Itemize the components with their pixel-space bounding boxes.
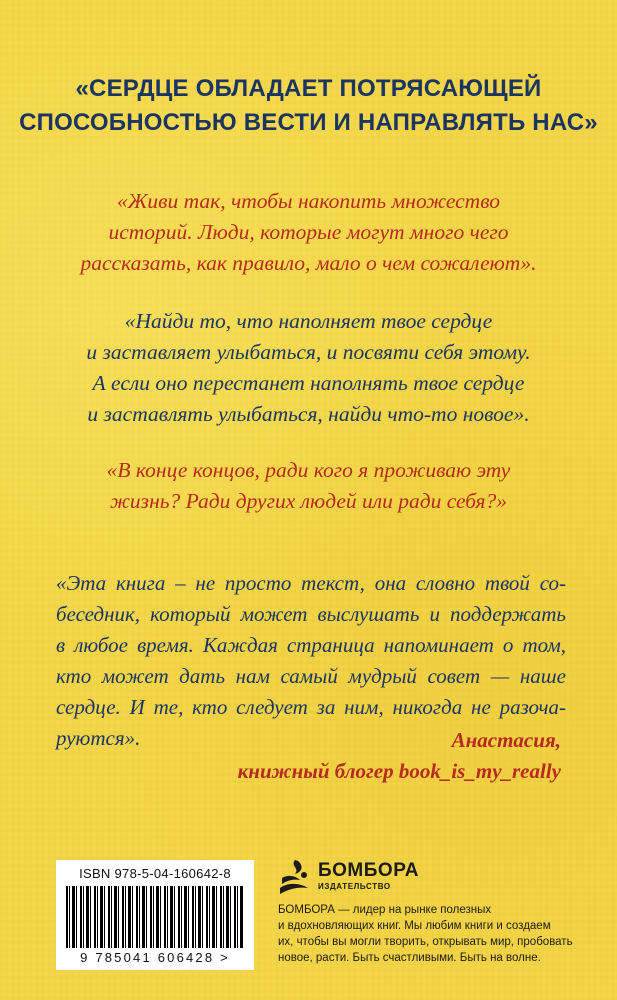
quote-1 (40, 186, 577, 279)
review-author (238, 725, 561, 787)
headline-line: СПОСОБНОСТЬЮ ВЕСТИ И НАПРАВЛЯТЬ НАС» (19, 109, 598, 136)
author-name: Анастасия, (451, 728, 561, 752)
ean-number: 9 785041 606428 > (80, 950, 230, 965)
review-line: «Эта книга – не просто текст, она словно твой со- (56, 571, 566, 595)
review-line: беседник, который может выслушать и поддержать (56, 602, 566, 626)
review-line: в любое время. Каждая страница напоминает о том, (56, 633, 566, 657)
quote-line: «Живи так, чтобы накопить множество (116, 189, 501, 213)
headline-line: «СЕРДЦЕ ОБЛАДАЕТ ПОТРЯСАЮЩЕЙ (75, 75, 542, 102)
author-role: книжный блогер book_is_my_really (237, 759, 561, 783)
review-line: кто может дать нам самый мудрый совет — наше (56, 664, 566, 688)
publisher-line: и вдохновляющих книг. Мы любим книги и создаем (278, 920, 551, 932)
quote-line: «Найди то, что наполняет твое сердце (124, 309, 493, 333)
review-line: руются». (56, 726, 141, 750)
quote-line: и заставляет улыбаться, и посвяти себя этому. (86, 340, 531, 364)
isbn-number: ISBN 978-5-04-160642-8 (79, 866, 231, 881)
publisher-description (278, 902, 578, 966)
quote-3 (40, 455, 577, 517)
barcode-bars (66, 886, 244, 948)
quote-2 (40, 306, 577, 430)
quote-line: рассказать, как правило, мало о чем сожалеют». (80, 251, 537, 275)
publisher-line: их, чтобы вы могли творить, открывать мир, пробовать (278, 936, 573, 948)
quote-line: историй. Люди, которые могут много чего (108, 220, 509, 244)
quote-line: А если оно перестанет наполнять твое сердце (92, 371, 525, 395)
review-line: сердце. И те, кто следует за ним, никогда не разоча- (56, 695, 566, 719)
barcode (56, 860, 254, 970)
quote-line: «В конце концов, ради кого я проживаю эту (106, 458, 511, 482)
publisher-logo: БОМБОРА (318, 860, 419, 881)
publisher-line: новое, расти. Быть счастливыми. Быть на волне. (278, 952, 541, 964)
publisher-logo-subtitle: ИЗДАТЕЛЬСТВО (318, 882, 391, 891)
bombora-wave-logo-icon (278, 858, 312, 896)
publisher-line: БОМБОРА — лидер на рынке полезных (278, 904, 492, 916)
quote-line: и заставлять улыбаться, найди что-то новое». (87, 402, 530, 426)
quote-line: жизнь? Ради других людей или ради себя?» (109, 489, 508, 513)
cover-headline (0, 72, 617, 140)
